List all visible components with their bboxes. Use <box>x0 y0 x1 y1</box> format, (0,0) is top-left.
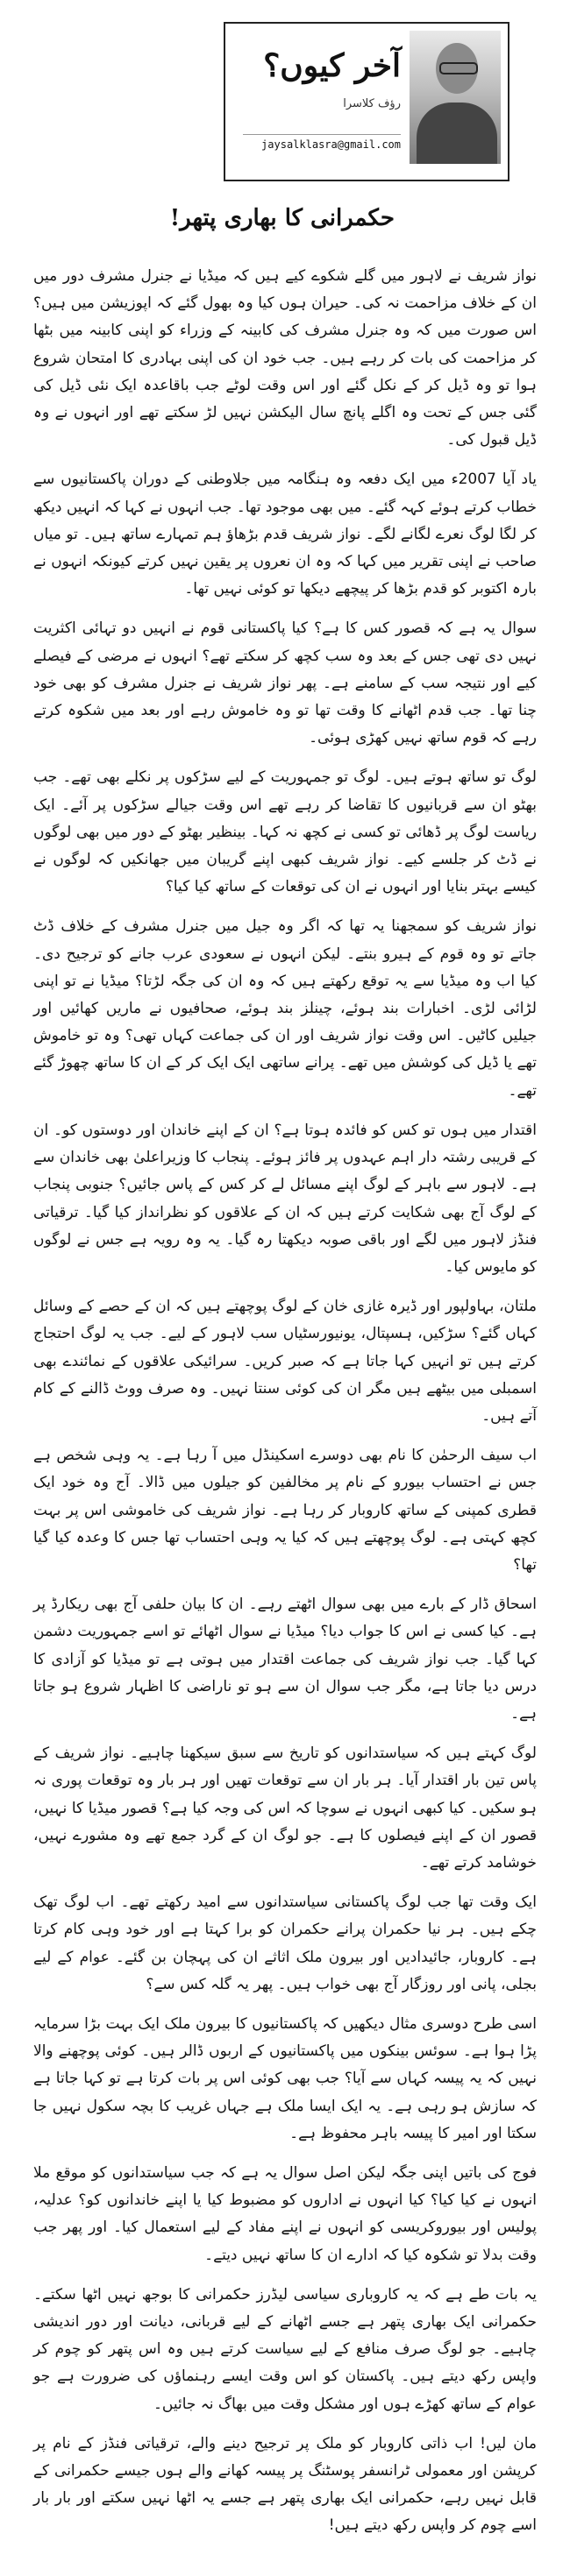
column-header-box <box>224 22 509 181</box>
article-body <box>33 263 537 2552</box>
paragraph: ملتان، بہاولپور اور ڈیرہ غازی خان کے لوگ پوچھتے ہیں کہ ان کے حصے کے وسائل کہاں گئے؟ سڑکیں، ہسپتال، یونیورسٹیاں سب لاہور کے لیے۔ جب یہ لوگ احتجاج کرتے ہیں تو انہیں کہا جاتا ہے کہ صبر کریں۔ سرائیکی علاقوں کے نمائندے بھی اسمبلی میں بیٹھے ہیں مگر ان کی کوئی سنتا نہیں۔ وہ صرف ووٹ ڈالنے کے کام آتے ہیں۔ <box>33 1298 537 1425</box>
author-photo <box>410 31 501 164</box>
article-headline: حکمرانی کا بھاری پتھر! <box>169 205 395 231</box>
paragraph: لوگ تو ساتھ ہوتے ہیں۔ لوگ تو جمہوریت کے لیے سڑکوں پر نکلے بھی تھے۔ جب بھٹو ان سے قربانیوں کا تقاضا کر رہے تھے اس وقت جیالے سڑکوں پر آئے۔ ایک ریاست لوگ پر ڈھائی تو کسی نے کچھ نہ کہا۔ بینظیر بھٹو کے دور میں بھی لوگوں نے ڈٹ کر جلسے کیے۔ نواز شریف کبھی اپنے گریبان میں جھانکیں کہ لوگوں نے کیسے بہتر بنایا اور انہوں نے ان کی توقعات کے ساتھ کیا کیا؟ <box>33 768 537 896</box>
paragraph: اب سیف الرحمٰن کا نام بھی دوسرے اسکینڈل میں آ رہا ہے۔ یہ وہی شخص ہے جس نے احتساب بیورو کے نام پر مخالفین کو جیلوں میں ڈالا۔ آج وہ خود ایک قطری کمپنی کے ساتھ کاروبار کر رہا ہے۔ نواز شریف کی خاموشی اس پر بہت کچھ کہتی ہے۔ لوگ پوچھتے ہیں کہ کیا یہ وہی احتساب تھا جس کا وعدہ کیا گیا تھا؟ <box>33 1447 537 1574</box>
paragraph: لوگ کہتے ہیں کہ سیاستدانوں کو تاریخ سے سبق سیکھنا چاہیے۔ نواز شریف کے پاس تین بار اقتدار آیا۔ ہر بار ان سے توقعات تھیں اور ہر بار وہ توقعات پوری نہ ہو سکیں۔ کیا کبھی انہوں نے سوچا کہ اس کی وجہ کیا ہے؟ قصور میڈیا کا نہیں، قصور ان کے اپنے فیصلوں کا ہے۔ جو لوگ ان کے گرد جمع تھے وہ مشورے نہیں، خوشامد کرتے تھے۔ <box>33 1744 537 1872</box>
author-email: jaysalklasra@gmail.com <box>243 134 401 151</box>
author-photo-glasses <box>439 62 478 74</box>
paragraph: نواز شریف نے لاہور میں گلے شکوے کیے ہیں کہ میڈیا نے جنرل مشرف دور میں ان کے خلاف مزاحمت نہ کی۔ حیران ہوں کیا وہ بھول گئے کہ اپوزیشن میں ہیں؟ اس صورت میں کہ وہ جنرل مشرف کی کابینہ کے وزراء کو اپنی کابینہ میں بٹھا کر مزاحمت کی بات کر رہے ہیں۔ جب خود ان کی اپنی بہادری کا امتحان شروع ہوا تو وہ ڈیل کر کے نکل گئے اور اس وقت لوٹے جب باقاعدہ ایک نئی ڈیل کی گئی جس کے تحت وہ اگلے پانچ سال الیکشن نہیں لڑ سکتے تھے اور انہوں نے وہ ڈیل قبول کی۔ <box>33 267 537 449</box>
column-title: آخر کیوں؟ <box>263 47 401 84</box>
paragraph: مان لیں! اب ذاتی کاروبار کو ملک پر ترجیح دینے والے، ترقیاتی فنڈز کے نام پر کرپشن اور معمولی ٹرانسفر پوسٹنگ پر پیسہ کھانے والے ہوں جیسے حکمرانی کے قابل نہیں رہے، حکمرانی ایک بھاری پتھر ہے جسے یہ اٹھا نہیں سکتے اور بار بار اسے چوم کر واپس رکھ دیتے ہیں! <box>33 2434 537 2535</box>
paragraph: سوال یہ ہے کہ قصور کس کا ہے؟ کیا پاکستانی قوم نے انہیں دو تہائی اکثریت نہیں دی تھی جس کے بعد وہ سب کچھ کر سکتے تھے؟ انہوں نے مرضی کے فیصلے کیے اور نتیجہ سب کے سامنے ہے۔ پھر نواز شریف نے جنرل مشرف کو بھی خود چنا تھا۔ جب قدم اٹھانے کا وقت تھا تو وہ خاموش رہے اور بعد میں شکوہ کرتے رہے کہ قوم ساتھ نہیں کھڑی ہوئی۔ <box>33 619 537 747</box>
author-name: رؤف کلاسرا <box>343 97 401 110</box>
paragraph: اقتدار میں ہوں تو کس کو فائدہ ہوتا ہے؟ ان کے اپنے خاندان اور دوستوں کو۔ ان کے قریبی رشتہ دار اہم عہدوں پر فائز ہوئے۔ پنجاب کا وزیراعلیٰ بھی خاندان سے ہے۔ لاہور سے باہر کے لوگ اپنے مسائل لے کر کس کے پاس جائیں؟ جنوبی پنجاب کے لوگ آج بھی شکایت کرتے ہیں کہ ان کے علاقوں کو نظرانداز کیا گیا۔ ترقیاتی فنڈز لاہور میں لگے اور باقی صوبہ دیکھتا رہ گیا۔ یہ وہ رویہ ہے جس نے لوگوں کو مایوس کیا۔ <box>33 1121 537 1276</box>
author-photo-body <box>417 103 497 164</box>
paragraph: فوج کی باتیں اپنی جگہ لیکن اصل سوال یہ ہے کہ جب سیاستدانوں کو موقع ملا انہوں نے کیا کیا؟ کیا انہوں نے اداروں کو مضبوط کیا یا اپنے خاندانوں کو؟ عدلیہ، پولیس اور بیوروکریسی کو انہوں نے اپنے مفاد کے لیے استعمال کیا۔ اور پھر جب وقت بدلا تو شکوہ کیا کہ ادارے ان کا ساتھ نہیں دیتے۔ <box>33 2164 537 2264</box>
paragraph: یہ بات طے ہے کہ یہ کاروباری سیاسی لیڈرز حکمرانی کا بوجھ نہیں اٹھا سکتے۔ حکمرانی ایک بھاری پتھر ہے جسے اٹھانے کے لیے قربانی، دیانت اور دور اندیشی چاہیے۔ جو لوگ صرف منافع کے لیے سیاست کرتے ہیں وہ اس پتھر کو چوم کر واپس رکھ دیتے ہیں۔ پاکستان کو اس وقت ایسے رہنماؤں کی ضرورت ہے جو عوام کے ساتھ کھڑے ہوں اور مشکل وقت میں بھاگ نہ جائیں۔ <box>33 2285 537 2413</box>
paragraph: اسی طرح دوسری مثال دیکھیں کہ پاکستانیوں کا بیرون ملک ایک بہت بڑا سرمایہ پڑا ہوا ہے۔ سوئس بینکوں میں پاکستانیوں کے اربوں ڈالر ہیں۔ کوئی پوچھنے والا نہیں کہ یہ پیسہ کہاں سے آیا؟ جب بھی کوئی اس پر بات کرتا ہے تو کہا جاتا ہے کہ سازش ہو رہی ہے۔ یہ ایک ایسا ملک ہے جہاں غریب کا بچہ سکول نہیں جا سکتا اور امیر کا پیسہ باہر محفوظ ہے۔ <box>33 2014 537 2142</box>
paragraph: یاد آیا 2007ء میں ایک دفعہ وہ ہنگامہ میں جلاوطنی کے دوران پاکستانیوں سے خطاب کرتے ہوئے کہہ گئے۔ میں بھی موجود تھا۔ جب انہوں نے کہا کہ انہیں دیکھ کر لگا لوگ نعرے لگانے لگے۔ نواز شریف قدم بڑھاؤ ہم تمہارے ساتھ ہیں۔ تو میاں صاحب نے اپنی تقریر میں کہا کہ وہ ان نعروں پر یقین نہیں کرتے کیونکہ انہوں نے بارہ اکتوبر کو قدم بڑھا کر پیچھے دیکھا تو کوئی نہیں تھا۔ <box>33 471 537 598</box>
paragraph: نواز شریف کو سمجھنا یہ تھا کہ اگر وہ جیل میں جنرل مشرف کے خلاف ڈٹ جاتے تو وہ قوم کے ہیرو بنتے۔ لیکن انہوں نے سعودی عرب جانے کو ترجیح دی۔ کیا اب وہ میڈیا سے یہ توقع رکھتے ہیں کہ وہ ان کی جگہ لڑتا؟ میڈیا نے تو اپنی لڑائی لڑی۔ اخبارات بند ہوئے، چینلز بند ہوئے، صحافیوں نے ماریں کھائیں اور جیلیں کاٹیں۔ اس وقت نواز شریف اور ان کی جماعت کہاں تھی؟ وہ تو خاموش تھے یا ڈیل کی کوشش میں تھے۔ پرانے ساتھی ایک ایک کر کے ان کا ساتھ چھوڑ گئے تھے۔ <box>33 917 537 1100</box>
paragraph: اسحاق ڈار کے بارے میں بھی سوال اٹھتے رہے۔ ان کا بیان حلفی آج بھی ریکارڈ پر ہے۔ کیا کسی نے اس کا جواب دیا؟ میڈیا نے سوال اٹھائے تو اسے جمہوریت دشمن کہا گیا۔ جب نواز شریف کی جماعت اقتدار میں ہوتی ہے تو میڈیا کو آزادی کا درس دیا جاتا ہے، مگر جب سوال ان سے ہو تو ناراضی کا اظہار شروع ہو جاتا ہے۔ <box>33 1596 537 1723</box>
paragraph: ایک وقت تھا جب لوگ پاکستانی سیاستدانوں سے امید رکھتے تھے۔ اب لوگ تھک چکے ہیں۔ ہر نیا حکمران پرانے حکمران کو برا کہتا ہے اور خود وہی کام کرتا ہے۔ کاروبار، جائیدادیں اور بیرون ملک اثاثے ان کی پہچان بن گئے۔ عوام کے لیے بجلی، پانی اور روزگار آج بھی خواب ہیں۔ پھر یہ گلہ کس سے؟ <box>33 1893 537 1993</box>
